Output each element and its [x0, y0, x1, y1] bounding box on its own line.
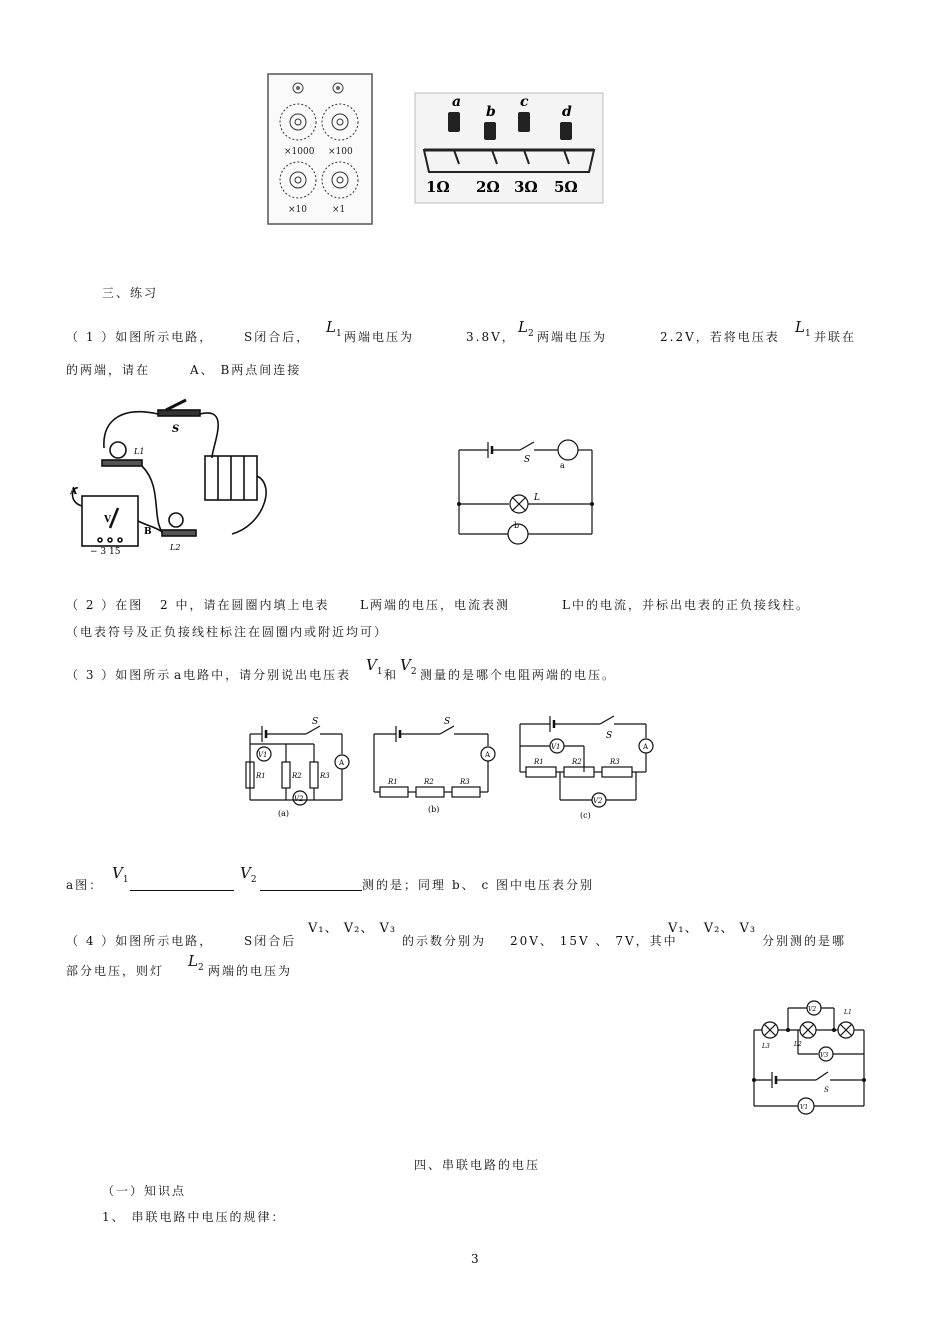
- svg-text:S: S: [312, 717, 319, 727]
- svg-text:L1: L1: [844, 1009, 852, 1016]
- svg-text:V2: V2: [294, 795, 304, 803]
- svg-text:B: B: [144, 527, 152, 537]
- svg-text:V2: V2: [808, 1006, 817, 1013]
- svg-text:S: S: [444, 717, 451, 727]
- q1-text-d: 3.8V，: [466, 330, 516, 344]
- circuit4-figure: [748, 994, 874, 1118]
- knowledge-item-1: 1、 串联电路中电压的规律：: [102, 1210, 286, 1224]
- section-heading: 三、练习: [102, 286, 159, 300]
- plug-3ohm: 3Ω: [514, 178, 538, 196]
- answer-math-v2: $V_2$: [240, 864, 257, 885]
- svg-text:R1: R1: [256, 772, 266, 780]
- svg-text:V3: V3: [820, 1052, 829, 1059]
- q1-math-l1b: $L_1$: [795, 318, 811, 339]
- svg-text:L: L: [534, 493, 540, 503]
- q1-text-line2: 的两端，请在: [66, 363, 151, 377]
- dial-x100-label: ×100: [328, 147, 353, 157]
- svg-text:S: S: [524, 455, 531, 465]
- q3-text-a: （ 3 ）如图所示: [66, 668, 172, 682]
- answer-math-v1: $V_1$: [112, 864, 129, 885]
- svg-text:R1: R1: [388, 778, 398, 786]
- q3-math-v2: $V_2$: [400, 656, 417, 677]
- dial-x1000-label: ×1000: [284, 147, 315, 157]
- q4-v-list-2: V₁、 V₂、 V₃: [668, 921, 757, 936]
- dial-x10-label: ×10: [288, 205, 307, 215]
- resistance-box-figure: [266, 72, 376, 227]
- svg-text:R3: R3: [460, 778, 470, 786]
- q1-text-b: S闭合后，: [244, 330, 311, 344]
- svg-text:(a): (a): [278, 809, 290, 818]
- q4-text-c: 的示数分别为: [402, 934, 487, 948]
- q4-math-l2: $L_2$: [188, 952, 204, 973]
- plug-1ohm: 1Ω: [426, 178, 450, 196]
- svg-text:L2: L2: [794, 1041, 802, 1048]
- svg-text:A: A: [70, 487, 77, 497]
- svg-text:R2: R2: [572, 758, 582, 766]
- svg-text:V2: V2: [593, 797, 603, 805]
- q2-text-d: L中的电流，并标出电表的正负接线柱。: [562, 598, 810, 612]
- svg-text:b: b: [514, 521, 520, 530]
- q1-text-a: （ 1 ）如图所示电路，: [66, 330, 214, 344]
- svg-text:L1: L1: [134, 447, 145, 456]
- svg-text:R3: R3: [320, 772, 330, 780]
- circuit2-figure: [450, 432, 600, 552]
- q4-text-d: 20V、 15V 、 7V，其中: [510, 934, 678, 948]
- q2-text-b: 2 中，请在圆圈内填上电表: [160, 598, 330, 612]
- answer-text-b: 测的是；同理: [362, 878, 447, 892]
- svg-text:a: a: [560, 461, 565, 470]
- svg-text:S: S: [606, 731, 613, 741]
- plug-2ohm: 2Ω: [476, 178, 500, 196]
- answer-blank-1[interactable]: [130, 890, 234, 891]
- svg-text:(c): (c): [580, 811, 591, 820]
- svg-text:c: c: [520, 94, 529, 110]
- svg-text:(b): (b): [428, 805, 440, 814]
- svg-text:A: A: [485, 751, 491, 759]
- svg-text:R1: R1: [534, 758, 544, 766]
- q2-text-a: （ 2 ）在图: [66, 598, 144, 612]
- circuit3-figure: [244, 712, 664, 820]
- q1-math-l2: $L_2$: [518, 318, 534, 339]
- section-title-series-voltage: 四、串联电路的电压: [414, 1158, 541, 1172]
- svg-text:R2: R2: [424, 778, 434, 786]
- q4-text-f: 两端的电压为: [208, 964, 293, 978]
- circuit1-figure: [62, 396, 284, 556]
- q3-text-d: 测量的是哪个电阻两端的电压。: [420, 668, 617, 682]
- svg-text:L2: L2: [170, 543, 181, 552]
- q3-math-v1: $V_1$: [366, 656, 383, 677]
- dial-x1-label: ×1: [332, 205, 346, 215]
- svg-text:S: S: [172, 424, 180, 435]
- q1-text-e: 两端电压为: [537, 330, 608, 344]
- svg-text:V1: V1: [551, 743, 561, 751]
- q4-text-e: 分别测的是哪: [762, 934, 847, 948]
- svg-text:A: A: [339, 759, 345, 767]
- q1-text-g: 并联在: [814, 330, 857, 344]
- q4-text-b: S闭合后: [244, 934, 297, 948]
- q4-v-list-1: V₁、 V₂、 V₃: [308, 921, 397, 936]
- answer-blank-2[interactable]: [260, 890, 362, 891]
- q1-text-h: A、 B两点间连接: [190, 363, 302, 377]
- svg-text:R2: R2: [292, 772, 302, 780]
- svg-text:R3: R3: [610, 758, 620, 766]
- svg-text:V1: V1: [258, 751, 268, 759]
- svg-text:a: a: [452, 94, 462, 110]
- q4-text-a: （ 4 ）如图所示电路，: [66, 934, 214, 948]
- subsection-knowledge: （一）知识点: [102, 1184, 187, 1198]
- answer-text-a: a图：: [66, 878, 104, 892]
- q1-text-c: 两端电压为: [344, 330, 415, 344]
- q3-text-c: 和: [384, 668, 399, 682]
- svg-text:V: V: [104, 515, 111, 525]
- svg-text:V1: V1: [800, 1104, 809, 1111]
- svg-text:S: S: [824, 1086, 829, 1094]
- q3-text-b: a电路中，请分别说出电压表: [174, 668, 352, 682]
- q2-text-line2: （电表符号及正负接线柱标注在圆圈内或附近均可）: [66, 625, 389, 639]
- svg-text:A: A: [643, 743, 649, 751]
- svg-text:b: b: [486, 104, 496, 120]
- plug-5ohm: 5Ω: [554, 178, 578, 196]
- q2-text-c: L两端的电压，电流表测: [360, 598, 510, 612]
- q1-text-f: 2.2V，若将电压表: [660, 330, 780, 344]
- q4-text-line2: 部分电压，则灯: [66, 964, 165, 978]
- q1-math-l1: $L_1$: [326, 318, 342, 339]
- svg-text:L3: L3: [762, 1043, 770, 1050]
- answer-text-c: b、 c 图中电压表分别: [452, 878, 595, 892]
- svg-text:− 3 15: − 3 15: [90, 547, 121, 556]
- svg-text:d: d: [562, 104, 572, 120]
- page-number: 3: [471, 1252, 481, 1266]
- plug-resistance-box-figure: [414, 92, 604, 204]
